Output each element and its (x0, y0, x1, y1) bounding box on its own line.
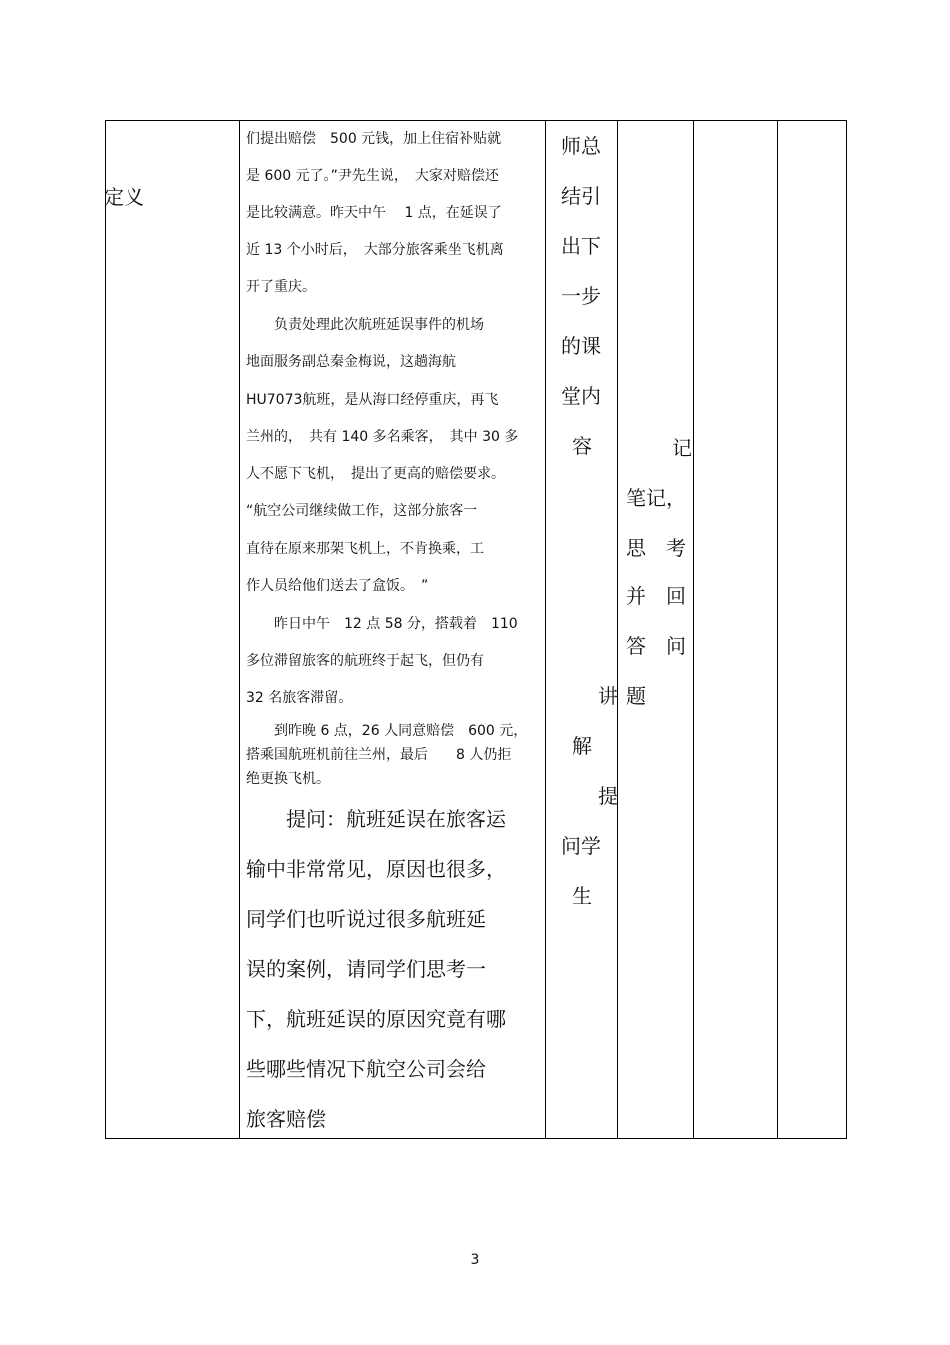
table-divider-5 (777, 120, 778, 1138)
question-line: 同学们也听说过很多航班延 (246, 907, 486, 931)
content-line: 开了重庆。 (246, 279, 316, 295)
teacher-line: 容 (572, 434, 592, 458)
content-line: 人不愿下飞机， 提出了更高的赔偿要求。 (246, 466, 505, 482)
content-line: 32 名旅客滞留。 (246, 690, 353, 706)
content-line: 们提出赔偿 500 元钱，加上住宿补贴就 (246, 131, 502, 147)
table-bottom-border (105, 1138, 847, 1139)
content-line: 是 600 元了。”尹先生说， 大家对赔偿还 (246, 168, 499, 184)
teacher-line: 堂内 (561, 384, 601, 408)
content-line: 近 13 个小时后， 大部分旅客乘坐飞机离 (246, 242, 504, 258)
student-line: 答 问 (626, 634, 686, 658)
content-line: 到昨晚 6 点，26 人同意赔偿 600 元， (246, 723, 528, 739)
page-number: 3 (470, 1252, 480, 1268)
content-line: 作人员给他们送去了盒饭。 ” (246, 578, 429, 594)
teacher-line: 师总 (561, 134, 601, 158)
table-divider-4 (693, 120, 694, 1138)
content-line: 兰州的， 共有 140 多名乘客， 其中 30 多 (246, 429, 519, 445)
teacher-explain-1: 讲 (598, 684, 618, 708)
table-divider-1 (239, 120, 240, 1138)
term-cell: 定义 (104, 185, 144, 209)
table-border-right (846, 120, 847, 1138)
teacher-ask-1: 提 (598, 784, 618, 808)
student-line: 笔记， (626, 486, 686, 510)
table-divider-3 (617, 120, 618, 1138)
question-line: 误的案例，请同学们思考一 (246, 957, 486, 981)
teacher-line: 生 (572, 884, 592, 908)
teacher-line: 出下 (561, 234, 601, 258)
question-line: 旅客赔偿 (246, 1107, 326, 1131)
teacher-line: 结引 (561, 184, 601, 208)
question-line: 下，航班延误的原因究竟有哪 (246, 1007, 506, 1031)
question-line: 提问：航班延误在旅客运 (246, 807, 506, 831)
teacher-explain-2: 解 (572, 734, 592, 758)
teacher-line: 一步 (561, 284, 601, 308)
content-line: 昨日中午 12 点 58 分，搭载着 110 (246, 616, 518, 632)
content-line: 是比较满意。昨天中午 1 点，在延误了 (246, 205, 502, 221)
table-top-border (105, 120, 847, 121)
student-note-char: 记 (672, 436, 692, 460)
teacher-line: 的课 (561, 334, 601, 358)
content-line: 直待在原来那架飞机上，不肯换乘，工 (246, 541, 484, 557)
question-line: 输中非常常见，原因也很多， (246, 857, 506, 881)
content-line: 负责处理此次航班延误事件的机场 (246, 317, 484, 333)
student-line: 题 (626, 684, 646, 708)
table-divider-2 (545, 120, 546, 1138)
content-line: “航空公司继续做工作，这部分旅客一 (246, 503, 478, 519)
question-line: 些哪些情况下航空公司会给 (246, 1057, 486, 1081)
content-line: 绝更换飞机。 (246, 771, 330, 787)
content-line: 地面服务副总秦金梅说，这趟海航 (246, 354, 456, 370)
student-line: 并 回 (626, 584, 686, 608)
student-line: 思 考 (626, 536, 686, 560)
content-line: 多位滞留旅客的航班终于起飞，但仍有 (246, 653, 484, 669)
teacher-line: 问学 (561, 834, 601, 858)
table-border-left (105, 120, 106, 1138)
content-line: HU7073航班，是从海口经停重庆，再飞 (246, 392, 499, 408)
content-line: 搭乘国航班机前往兰州，最后 8 人仍拒 (246, 747, 512, 763)
